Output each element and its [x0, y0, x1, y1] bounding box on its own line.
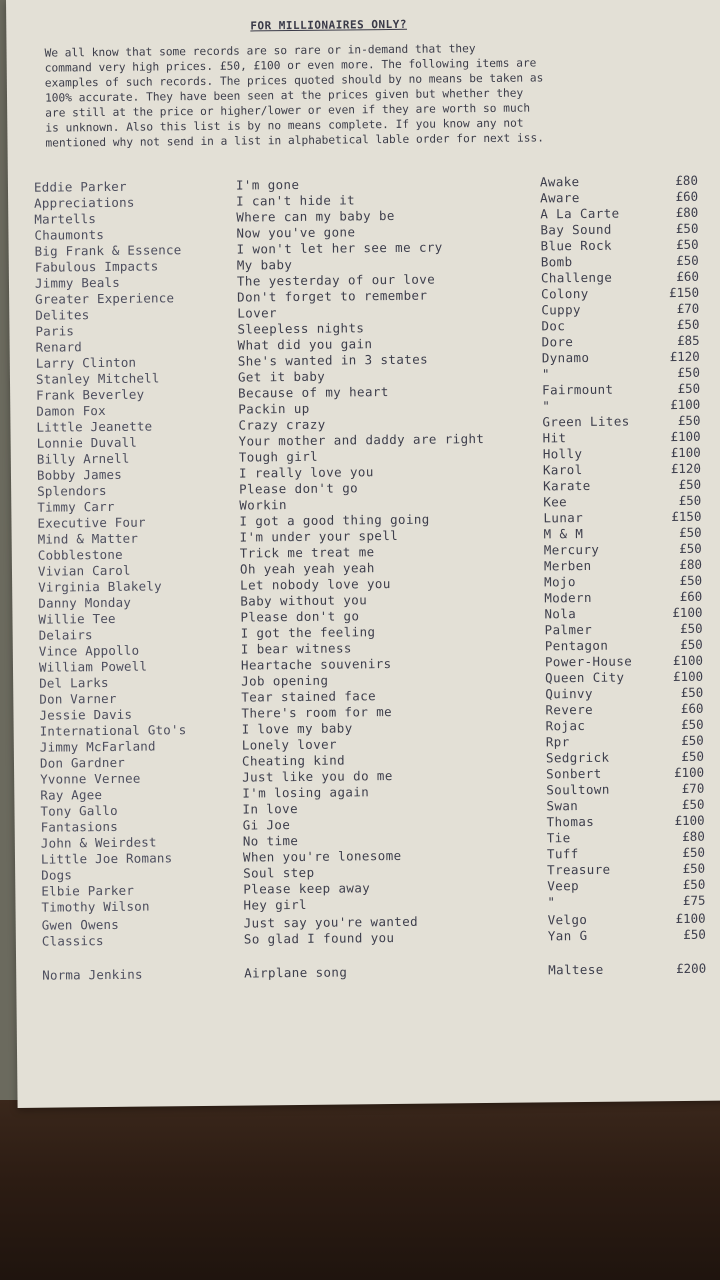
record-artist: Paris — [35, 323, 75, 339]
record-price: £50 — [677, 364, 701, 380]
record-label: Karate — [543, 477, 591, 494]
record-price: £100 — [670, 396, 701, 413]
record-song: Lonely lover — [241, 736, 337, 753]
record-song: So glad I found you — [243, 929, 395, 947]
record-song: I bear witness — [240, 640, 352, 657]
record-artist: Timmy Carr — [37, 498, 115, 515]
record-label: Sonbert — [546, 765, 602, 782]
record-price: £50 — [682, 876, 706, 892]
record-artist: Little Joe Romans — [40, 850, 173, 867]
record-label: Soultown — [546, 781, 610, 798]
intro-line: command very high prices. £50, £100 or even more. The following items are — [44, 56, 537, 75]
record-song: No time — [242, 832, 299, 849]
record-song: I got the feeling — [240, 624, 376, 641]
record-label: Tuff — [546, 846, 579, 862]
record-price: £50 — [676, 316, 700, 332]
record-price: £50 — [680, 636, 703, 652]
record-artist: Lonnie Duvall — [36, 434, 138, 451]
record-artist: Little Jeanette — [36, 418, 153, 435]
record-artist: Chaumonts — [34, 226, 105, 243]
record-price: £50 — [683, 926, 706, 942]
record-label: Awake — [539, 174, 580, 190]
record-price: £100 — [670, 428, 701, 445]
record-price: £60 — [676, 268, 700, 284]
wooden-surface — [0, 1100, 720, 1280]
record-price: £60 — [680, 700, 704, 716]
record-song: Baby without you — [240, 592, 368, 609]
record-song: Workin — [239, 497, 287, 513]
record-artist: Fabulous Impacts — [34, 258, 159, 275]
record-label: " — [542, 398, 551, 414]
intro-line: are still at the price or higher/lower or even if they are worth so much — [45, 101, 531, 120]
record-label: Colony — [541, 285, 589, 302]
record-label: Bomb — [540, 254, 573, 270]
record-song: Let nobody love you — [240, 576, 391, 593]
record-price: £60 — [679, 588, 703, 604]
record-artist: Danny Monday — [38, 594, 132, 611]
intro-line: examples of such records. The prices quoted should by no means be taken as — [44, 71, 544, 90]
record-label: Revere — [545, 701, 594, 718]
record-price: £80 — [675, 172, 699, 189]
record-artist: Damon Fox — [36, 402, 106, 419]
record-artist: Delites — [35, 307, 90, 323]
record-label: Challenge — [540, 269, 613, 286]
page-title: FOR MILLIONAIRES ONLY? — [250, 17, 408, 33]
record-label: M & M — [543, 525, 584, 542]
record-song: What did you gain — [237, 336, 373, 353]
record-label: Mercury — [543, 541, 600, 558]
record-song: My baby — [236, 257, 293, 273]
record-artist: International Gto's — [39, 722, 187, 739]
record-artist: John & Weirdest — [40, 834, 157, 851]
record-song: Get it baby — [237, 368, 326, 385]
record-artist: Norma Jenkins — [42, 966, 143, 983]
record-song: The yesterday of our love — [236, 271, 436, 289]
record-song: Trick me treat me — [239, 544, 375, 561]
record-artist: Ray Agee — [40, 787, 103, 803]
record-artist: Delairs — [38, 627, 93, 643]
record-label: " — [541, 366, 550, 382]
record-artist: Splendors — [37, 482, 107, 499]
record-song: Because of my heart — [238, 384, 389, 401]
record-artist: Frank Beverley — [36, 386, 145, 403]
record-label: Rojac — [545, 717, 586, 734]
record-artist: Classics — [41, 933, 104, 949]
record-label: Blue Rock — [540, 237, 613, 254]
record-price: £80 — [675, 204, 699, 220]
record-artist: Vince Appollo — [38, 642, 140, 659]
record-song: I love my baby — [241, 720, 353, 737]
record-label: Dore — [541, 334, 574, 350]
record-label: Sedgrick — [545, 749, 610, 766]
record-price: £100 — [672, 668, 704, 685]
record-price: £70 — [676, 300, 700, 316]
record-label: A La Carte — [540, 205, 620, 222]
record-label: Green Lites — [542, 413, 630, 430]
record-price: £50 — [678, 492, 702, 508]
record-artist: Elbie Parker — [41, 882, 135, 899]
record-artist: Appreciations — [34, 194, 135, 211]
record-artist: Tony Gallo — [40, 802, 118, 819]
record-price: £100 — [670, 444, 701, 461]
intro-paragraph — [44, 39, 705, 151]
record-price: £50 — [675, 236, 699, 252]
record-label: Lunar — [543, 509, 584, 526]
record-label: Modern — [544, 589, 592, 606]
intro-line: mentioned why not send in a list in alphabetical lable order for next iss. — [45, 131, 544, 150]
record-price: £100 — [674, 812, 705, 829]
record-label: Dynamo — [541, 349, 590, 366]
record-artist: Don Varner — [39, 690, 117, 707]
record-song: There's room for me — [241, 703, 393, 721]
record-label: Rpr — [545, 734, 570, 750]
intro-line: is unknown. Also this list is by no means complete. If you know any not — [45, 116, 524, 135]
record-song: Sleepless nights — [237, 320, 365, 337]
record-artist: Mind & Matter — [37, 530, 139, 547]
record-song: Just like you do me — [242, 767, 393, 785]
record-label: Power-House — [544, 653, 633, 670]
record-song: In love — [242, 800, 299, 817]
record-song: She's wanted in 3 states — [237, 351, 429, 369]
record-artist: Gwen Owens — [41, 916, 120, 933]
record-label: Swan — [546, 798, 579, 814]
record-price: £50 — [679, 540, 702, 556]
record-artist: Greater Experience — [35, 290, 175, 307]
record-label: Merben — [543, 557, 592, 574]
record-label: Hit — [542, 430, 567, 446]
record-price: £50 — [678, 524, 702, 540]
record-price: £100 — [672, 604, 703, 621]
record-artist: Jimmy McFarland — [39, 738, 156, 755]
record-song: Heartache souvenirs — [240, 655, 392, 673]
record-song: I'm gone — [235, 176, 300, 193]
record-price: £50 — [680, 716, 704, 732]
record-song: Crazy crazy — [238, 416, 326, 433]
record-artist: Del Larks — [39, 674, 109, 691]
record-label: Tie — [546, 830, 571, 846]
record-song: I really love you — [238, 464, 374, 481]
record-song: Hey girl — [243, 896, 307, 913]
record-artist: Yvonne Vernee — [40, 770, 141, 787]
record-price: £50 — [678, 476, 702, 492]
record-price: £60 — [675, 188, 699, 204]
record-artist: Big Frank & Essence — [34, 242, 182, 259]
record-price: £50 — [677, 412, 701, 428]
record-label: Palmer — [544, 621, 593, 638]
record-price: £100 — [675, 910, 706, 927]
record-price: £50 — [682, 844, 706, 860]
record-price: £100 — [672, 652, 704, 669]
record-song: Just say you're wanted — [243, 913, 419, 931]
record-label: Thomas — [546, 813, 595, 830]
record-artist: William Powell — [38, 658, 148, 675]
record-song: Please don't go — [240, 608, 360, 625]
record-price: £80 — [679, 556, 703, 572]
record-label: Kee — [543, 494, 568, 510]
record-label: Nola — [544, 606, 577, 622]
record-price: £50 — [681, 732, 704, 748]
record-price: £150 — [671, 508, 702, 525]
record-song: Gi Joe — [242, 817, 291, 833]
record-song: Tough girl — [238, 448, 319, 465]
record-price: £100 — [673, 764, 705, 781]
record-label: Cuppy — [541, 301, 581, 318]
record-price: £80 — [682, 828, 705, 844]
record-price: £200 — [675, 960, 707, 977]
record-artist: Stanley Mitchell — [35, 370, 160, 387]
record-price: £50 — [676, 252, 699, 268]
record-song: I got a good thing going — [239, 511, 430, 529]
record-artist: Dogs — [41, 867, 73, 883]
record-song: Cheating kind — [241, 752, 346, 769]
record-label: Veep — [547, 878, 580, 894]
record-price: £50 — [682, 860, 706, 876]
record-label: Quinvy — [545, 685, 593, 702]
record-song: I'm losing again — [242, 784, 370, 801]
record-price: £50 — [681, 748, 705, 764]
record-label: Yan G — [547, 927, 588, 944]
record-artist: Eddie Parker — [33, 178, 127, 195]
record-artist: Jimmy Beals — [34, 274, 121, 291]
record-price: £85 — [676, 332, 700, 348]
record-price: £50 — [677, 380, 701, 396]
record-song: Airplane song — [244, 964, 348, 981]
record-song: Lover — [237, 305, 278, 321]
record-label: Holly — [542, 445, 583, 462]
record-artist: Martells — [34, 211, 97, 227]
record-artist: Vivian Carol — [37, 562, 131, 579]
intro-line: We all know that some records are so rare or in-demand that they — [44, 42, 476, 60]
record-song: When you're lonesome — [242, 847, 402, 865]
record-label: Karol — [542, 461, 583, 478]
record-price: £70 — [681, 780, 705, 796]
record-song: Soul step — [243, 864, 315, 881]
record-song: I can't hide it — [236, 192, 356, 209]
record-artist: Larry Clinton — [35, 354, 137, 371]
intro-line: 100% accurate. They have been seen at the prices given but whether they — [44, 86, 524, 105]
record-song: Packin up — [238, 400, 310, 417]
record-artist: Billy Arnell — [36, 450, 130, 467]
record-song: Where can my baby be — [236, 207, 395, 225]
record-song: Don't forget to remember — [237, 287, 428, 305]
record-song: Please keep away — [243, 880, 371, 897]
record-price: £50 — [680, 684, 704, 700]
record-artist: Willie Tee — [38, 610, 116, 627]
record-price: £50 — [679, 572, 703, 588]
record-song: Job opening — [241, 672, 329, 689]
record-song: I'm under your spell — [239, 527, 399, 545]
record-label: Doc — [541, 318, 566, 334]
record-label: Queen City — [545, 669, 625, 686]
record-price: £50 — [679, 620, 703, 636]
record-song: Oh yeah yeah yeah — [239, 560, 375, 577]
record-song: I won't let her see me cry — [236, 239, 443, 257]
record-artist: Executive Four — [37, 514, 146, 531]
record-label: Mojo — [544, 574, 576, 590]
record-song: Please don't go — [239, 480, 359, 497]
record-artist: Virginia Blakely — [38, 578, 162, 595]
record-price: £120 — [669, 348, 700, 365]
record-label: " — [547, 894, 556, 910]
record-price: £120 — [670, 460, 702, 477]
record-artist: Renard — [35, 339, 83, 355]
record-label: Treasure — [547, 861, 611, 878]
record-label: Maltese — [548, 961, 604, 978]
record-artist: Timothy Wilson — [41, 898, 150, 915]
record-artist: Jessie Davis — [39, 706, 133, 723]
record-label: Bay Sound — [540, 221, 612, 238]
record-song: Now you've gone — [236, 224, 356, 241]
record-price: £75 — [682, 892, 706, 908]
record-price: £150 — [668, 284, 700, 301]
record-price: £50 — [675, 220, 699, 236]
record-song: Tear stained face — [241, 688, 377, 705]
record-label: Velgo — [547, 911, 588, 928]
record-label: Fairmount — [542, 381, 614, 398]
record-song: Your mother and daddy are right — [238, 431, 485, 449]
paper-sheet — [6, 0, 720, 1108]
record-artist: Fantasions — [40, 818, 119, 835]
record-artist: Don Gardner — [39, 754, 126, 771]
record-label: Aware — [540, 190, 580, 206]
record-artist: Bobby James — [36, 466, 123, 483]
record-artist: Cobblestone — [37, 546, 123, 563]
record-price: £50 — [681, 796, 705, 812]
record-label: Pentagon — [544, 637, 609, 654]
